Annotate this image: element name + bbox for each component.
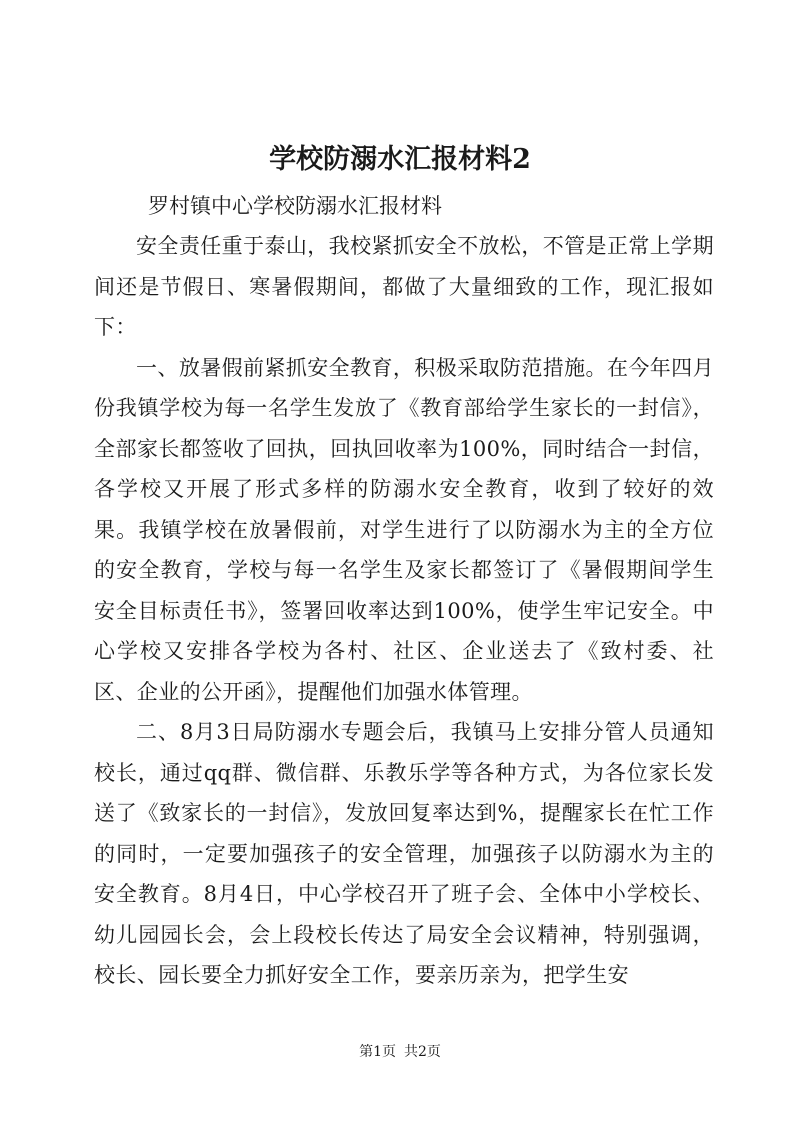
page-total: 共2页	[404, 1044, 441, 1060]
paragraph: 二、8月3日局防溺水专题会后，我镇马上安排分管人员通知校长，通过qq群、微信群、乐教乐学等各种方式，为各位家长发送了《致家长的一封信》，发放回复率达到%，提醒家长在忙工作的同时，一定要加强孩子的安全管理，加强孩子以防溺水为主的安全教育。8月4日，中心学校召开了班子会、全体中小学校长、幼儿园园长会，会上段校长传达了局安全会议精神，特别强调，校长、园长要全力抓好安全工作，要亲历亲为，把学生安	[94, 720, 714, 987]
paragraph: 安全责任重于泰山，我校紧抓安全不放松，不管是正常上学期间还是节假日、寒暑假期间，都做了大量细致的工作，现汇报如下：	[94, 234, 714, 339]
page-number: 第1页	[359, 1044, 396, 1060]
paragraph: 一、放暑假前紧抓安全教育，积极采取防范措施。在今年四月份我镇学校为每一名学生发放了《教育部给学生家长的一封信》，全部家长都签收了回执，回执回收率为100%，同时结合一封信，各学校又开展了形式多样的防溺水安全教育，收到了较好的效果。我镇学校在放暑假前，对学生进行了以防溺水为主的全方位的安全教育，学校与每一名学生及家长都签订了《暑假期间学生安全目标责任书》，签署回收率达到100%，使学生牢记安全。中心学校又安排各学校为各村、社区、企业送去了《致村委、社区、企业的公开函》，提醒他们加强水体管理。	[94, 355, 714, 704]
document-subtitle: 罗村镇中心学校防溺水汇报材料	[148, 194, 442, 218]
document-body	[94, 226, 714, 996]
page-title: 学校防溺水汇报材料2	[269, 144, 531, 175]
page-footer	[0, 1042, 800, 1062]
